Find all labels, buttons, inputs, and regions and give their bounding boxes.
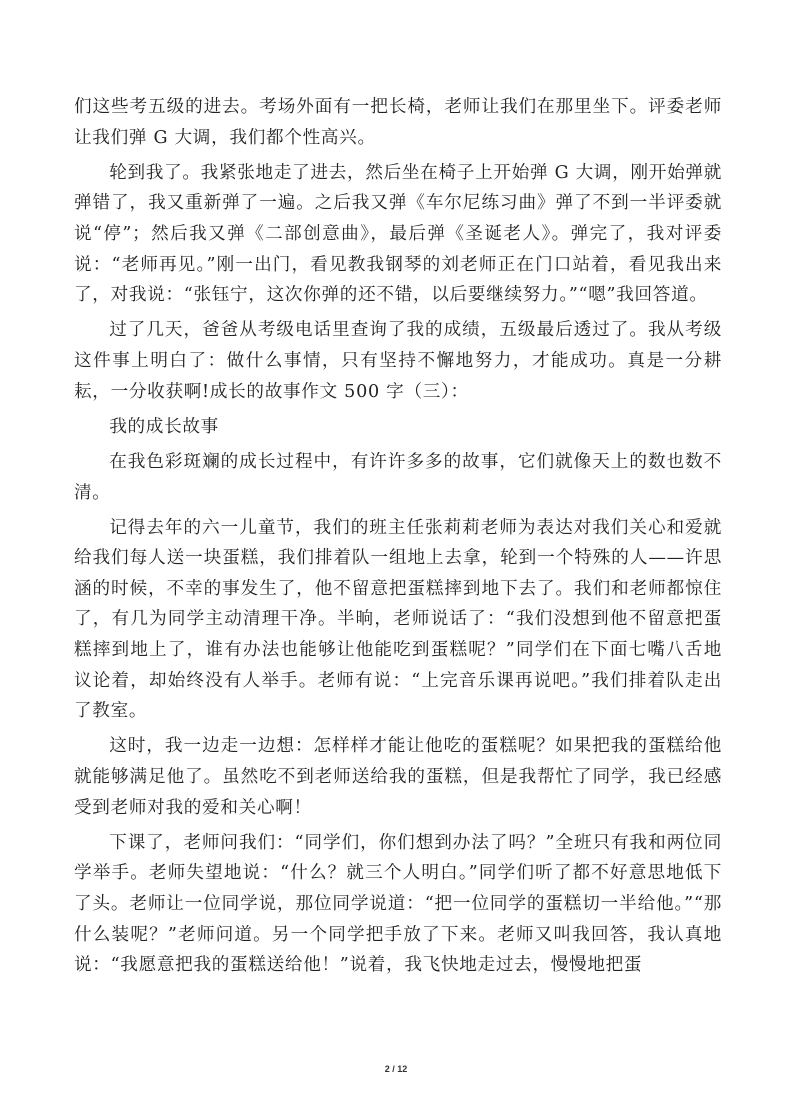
paragraph-6: 记得去年的六一儿童节，我们的班主任张莉莉老师为表达对我们关心和爱就给我们每人送一块蛋糕，我们排着队一组地上去拿，轮到一个特殊的人——许思涵的时候，不幸的事发生了，他不留意把蛋糕摔到地下去了。我们和老师都惊住了，有几为同学主动清理干净。半晌，老师说话了：“我们没想到他不留意把蛋糕摔到地上了，谁有办法也能够让他能吃到蛋糕呢？”同学们在下面七嘴八舌地议论着，却始终没有人举手。老师有说：“上完音乐课再说吧。”我们排着队走出了教室。: [74, 517, 722, 722]
paragraph-3: 过了几天，爸爸从考级电话里查询了我的成绩，五级最后透过了。我从考级这件事上明白了：做什么事情，只有坚持不懈地努力，才能成功。真是一分耕耘，一分收获啊!成长的故事作文 500 字（三）：: [74, 320, 722, 402]
paragraph-5: 在我色彩斑斓的成长过程中，有许许多多的故事，它们就像天上的数也数不清。: [74, 451, 722, 503]
document-body: [74, 92, 722, 985]
paragraph-8: 下课了，老师问我们：“同学们，你们想到办法了吗？”全班只有我和两位同学举手。老师失望地说：“什么？就三个人明白。”同学们听了都不好意思地低下了头。老师让一位同学说，那位同学说道：“把一位同学的蛋糕切一半给他。”“那什么装呢？”老师问道。另一个同学把手放了下来。老师又叫我回答，我认真地说：“我愿意把我的蛋糕送给他！”说着，我飞快地走过去，慢慢地把蛋: [74, 832, 722, 976]
paragraph-1: 们这些考五级的进去。考场外面有一把长椅，老师让我们在那里坐下。评委老师让我们弹 G 大调，我们都个性高兴。: [74, 97, 722, 148]
section-heading: 我的成长故事: [109, 416, 219, 437]
page-number: 2 / 12: [384, 1064, 408, 1074]
paragraph-2: 轮到我了。我紧张地走了进去，然后坐在椅子上开始弹 G 大调，刚开始弹就弹错了，我又重新弹了一遍。之后我又弹《车尔尼练习曲》弹了不到一半评委就说“停”；然后我又弹《二部创意曲》，最后弹《圣诞老人》。弹完了，我对评委说：“老师再见。”刚一出门，看见教我钢琴的刘老师正在门口站着，看见我出来了，对我说：“张钰宁，这次你弹的还不错，以后要继续努力。”“嗯”我回答道。: [74, 162, 722, 306]
paragraph-7: 这时，我一边走一边想：怎样样才能让他吃的蛋糕呢？如果把我的蛋糕给他就能够满足他了。虽然吃不到老师送给我的蛋糕，但是我帮忙了同学，我已经感受到老师对我的爱和关心啊！: [74, 736, 722, 818]
